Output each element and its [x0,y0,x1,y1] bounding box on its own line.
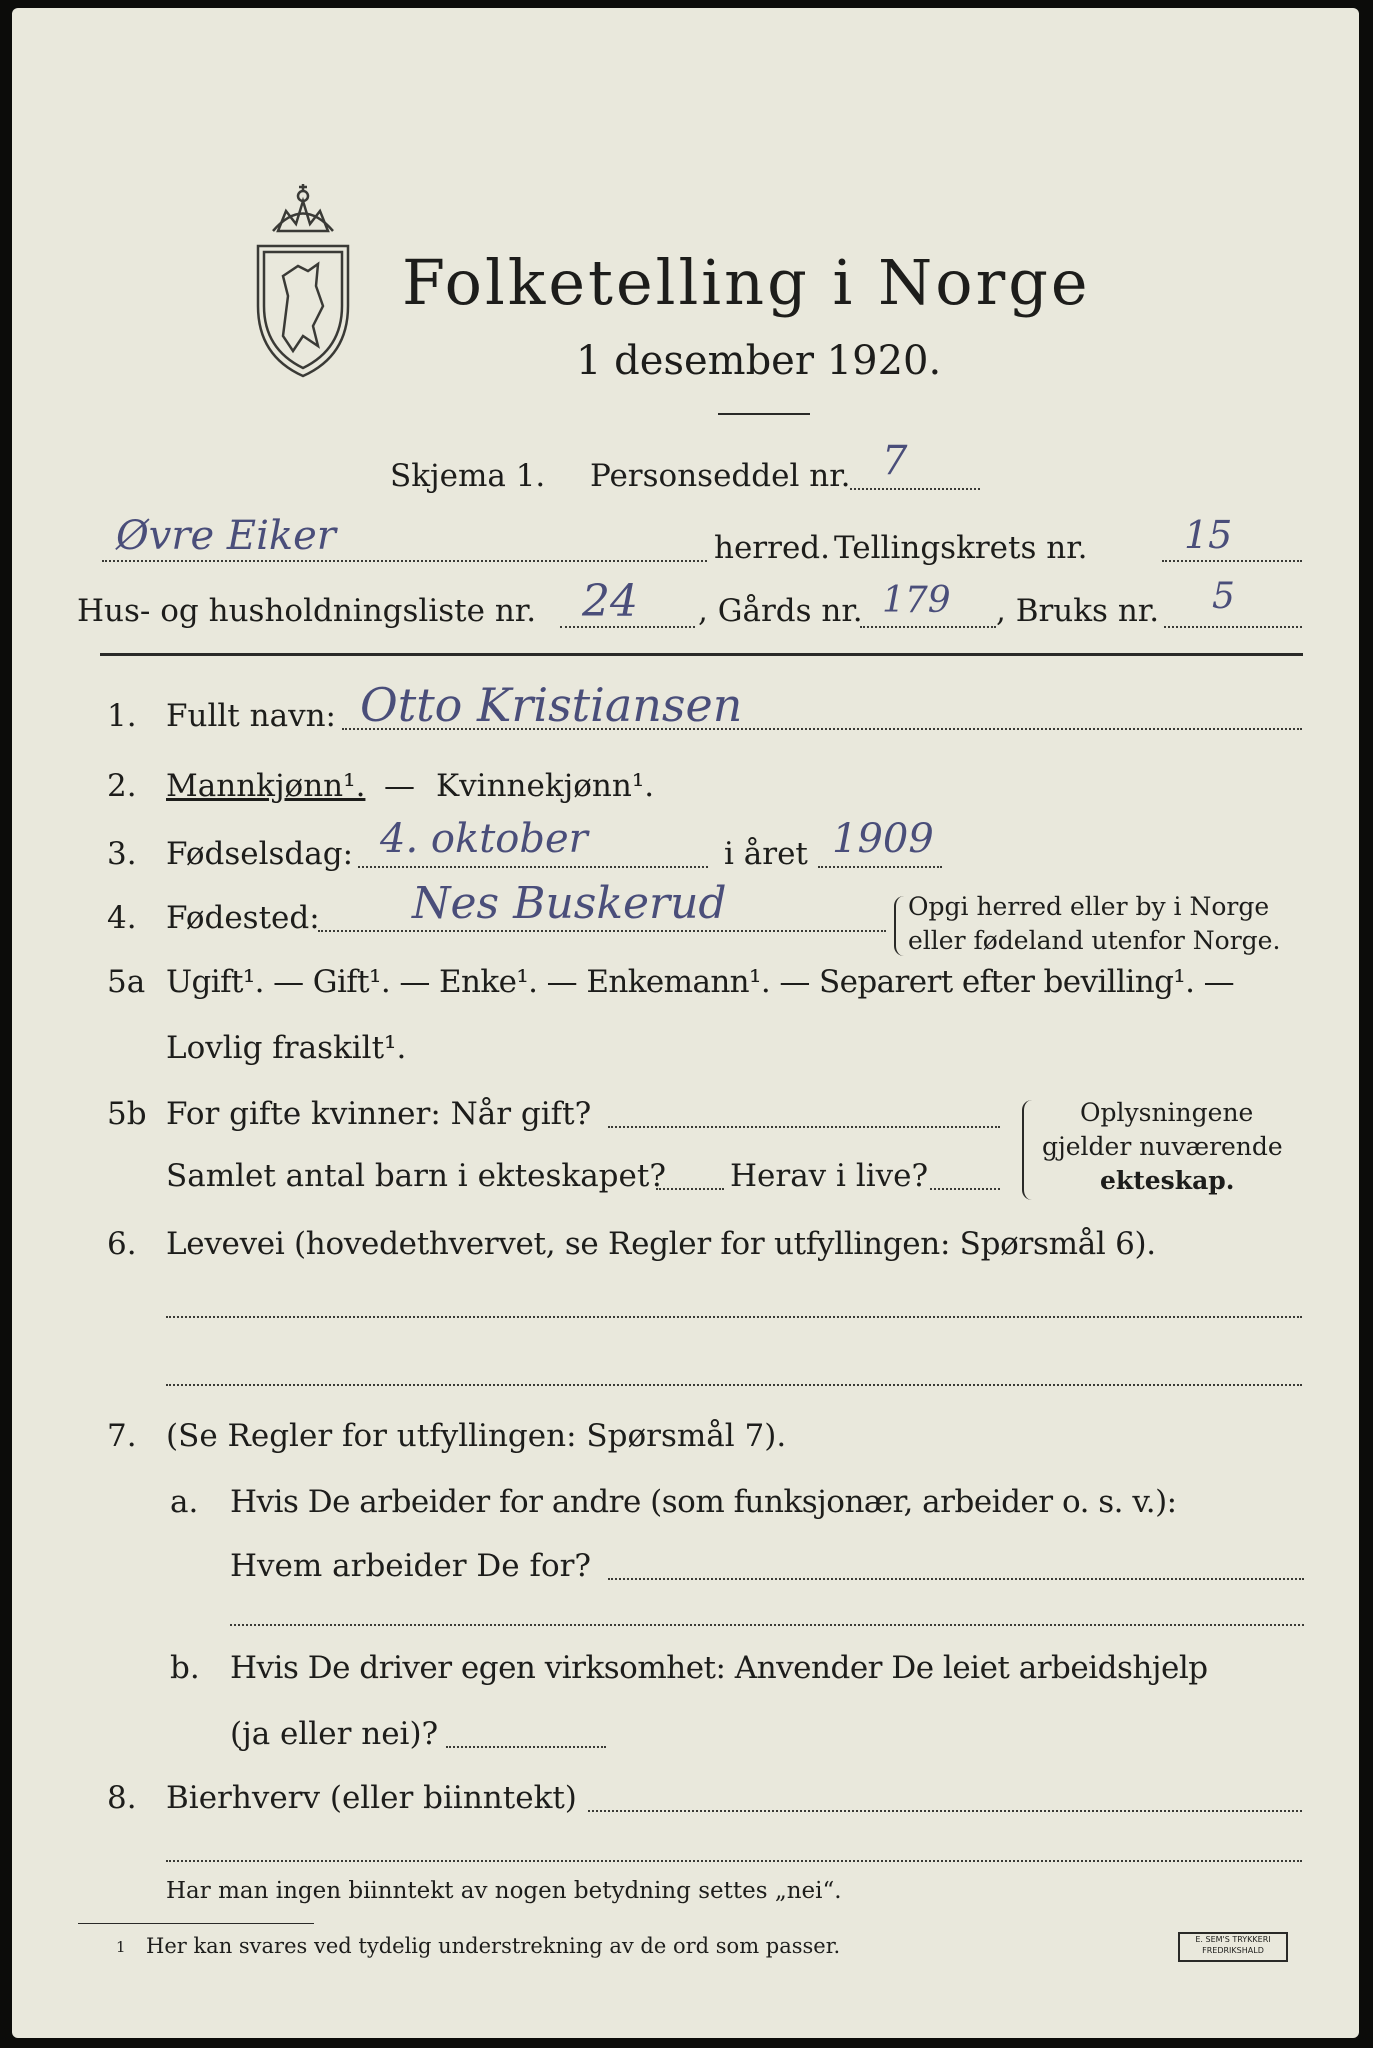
bruks-line [1164,626,1302,628]
q5b-note-line3: ekteskap. [1100,1166,1235,1195]
q7b-line2: (ja eller nei)? [230,1716,439,1752]
gards-line [860,626,996,628]
q5b-married-when-label: For gifte kvinner: Når gift? [166,1096,592,1132]
q1-full-name[interactable]: Otto Kristiansen [360,678,743,732]
q7a-letter: a. [170,1484,199,1520]
q7a-answer-line1[interactable] [608,1578,1304,1580]
q3-birth-day[interactable]: 4. oktober [380,816,588,862]
q6-label: Levevei (hovedethvervet, se Regler for utfyllingen: Spørsmål 6). [166,1226,1156,1262]
q7a-answer-line2[interactable] [230,1624,1304,1626]
q7-label: (Se Regler for utfyllingen: Spørsmål 7). [166,1418,787,1454]
bruks-value[interactable]: 5 [1212,576,1235,617]
footnote-text: Her kan svares ved tydelig understrekning av de ord som passer. [146,1934,841,1958]
form-title: Folketelling i Norge [402,246,1091,319]
census-form-page [12,8,1359,2038]
q7a-line1: Hvis De arbeider for andre (som funksjonær, arbeider o. s. v.): [230,1484,1177,1520]
q5a-options-line2[interactable]: Lovlig fraskilt¹. [166,1030,407,1066]
q7b-letter: b. [170,1650,200,1686]
q7a-line2: Hvem arbeider De for? [230,1548,592,1584]
q7b-answer-line[interactable] [446,1746,606,1748]
footnote-rule [78,1923,314,1924]
printer-stamp-line1: E. SEM'S TRYKKERI [1195,1935,1271,1944]
q5b-alive-label: Herav i live? [730,1158,929,1194]
herred-line [102,560,707,562]
husholdning-value[interactable]: 24 [582,576,638,627]
personseddel-label: Personseddel nr. [590,458,851,494]
q6-line2[interactable] [166,1384,1302,1386]
q5b-number: 5b [107,1096,147,1132]
tellingskrets-line [1162,560,1302,562]
q3-birth-year[interactable]: 1909 [832,816,934,862]
q5b-note-brace [1022,1100,1034,1200]
q5b-note-line2: gjelder nuværende [1042,1132,1283,1161]
q5b-children-label: Samlet antal barn i ekteskapet? [166,1158,666,1194]
q1-number: 1. [107,698,137,734]
q1-label: Fullt navn: [166,698,336,734]
herred-value[interactable]: Øvre Eiker [116,513,336,559]
q8-answer-line2[interactable] [166,1860,1302,1862]
q2-male-option[interactable]: Mannkjønn¹. [166,768,366,804]
husholdning-label: Hus- og husholdningsliste nr. [77,593,537,629]
printer-stamp [1178,1932,1288,1962]
q3-label: Fødselsdag: [166,836,354,872]
q3-number: 3. [107,836,137,872]
q2-number: 2. [107,768,137,804]
q5b-note-line1: Oplysningene [1080,1098,1254,1127]
q7b-line1: Hvis De driver egen virksomhet: Anvender De leiet arbeidshjelp [230,1650,1208,1686]
q3-year-line [818,866,942,868]
schema-label: Skjema 1. [390,458,546,494]
q4-note-brace [894,896,904,956]
q4-number: 4. [107,900,137,936]
q5b-children-line[interactable] [656,1188,724,1190]
title-divider [718,413,810,415]
q8-number: 8. [107,1780,137,1816]
q6-line1[interactable] [166,1316,1302,1318]
herred-label: herred. [714,530,830,566]
personseddel-value[interactable]: 7 [882,438,908,484]
q8-answer-line1[interactable] [588,1810,1302,1812]
q5b-married-when-line[interactable] [608,1126,1000,1128]
q8-note: Har man ingen biinntekt av nogen betydning settes „nei“. [166,1878,842,1904]
q4-label: Fødested: [166,900,320,936]
printer-stamp-line2: FREDRIKSHALD [1202,1946,1264,1955]
q3-year-label: i året [724,836,808,872]
q3-day-line [358,866,708,868]
q4-line [318,930,886,932]
gards-value[interactable]: 179 [882,580,951,621]
q2-female-option[interactable]: Kvinnekjønn¹. [436,768,655,804]
q8-label: Bierhverv (eller biinntekt) [166,1780,577,1816]
q6-number: 6. [107,1226,137,1262]
q4-note-line1: Opgi herred eller by i Norge [908,892,1270,921]
bruks-label: , Bruks nr. [996,593,1160,629]
q4-birthplace[interactable]: Nes Buskerud [412,878,727,929]
tellingskrets-value[interactable]: 15 [1184,513,1233,557]
form-date: 1 desember 1920. [576,338,942,384]
footnote-mark: 1 [116,1938,126,1956]
q5a-number: 5a [107,964,146,1000]
personseddel-line [850,488,980,490]
q5a-options[interactable]: Ugift¹. — Gift¹. — Enke¹. — Enkemann¹. — Separert efter bevilling¹. — [166,964,1235,1000]
q4-note-line2: eller fødeland utenfor Norge. [908,926,1281,955]
norway-coat-of-arms-icon [238,176,368,386]
header-separator [100,653,1303,656]
gards-label: , Gårds nr. [698,593,863,629]
q2-separator: — [384,768,415,804]
q5b-alive-line[interactable] [930,1188,1000,1190]
q7-number: 7. [107,1418,137,1454]
tellingskrets-label: Tellingskrets nr. [834,530,1088,566]
